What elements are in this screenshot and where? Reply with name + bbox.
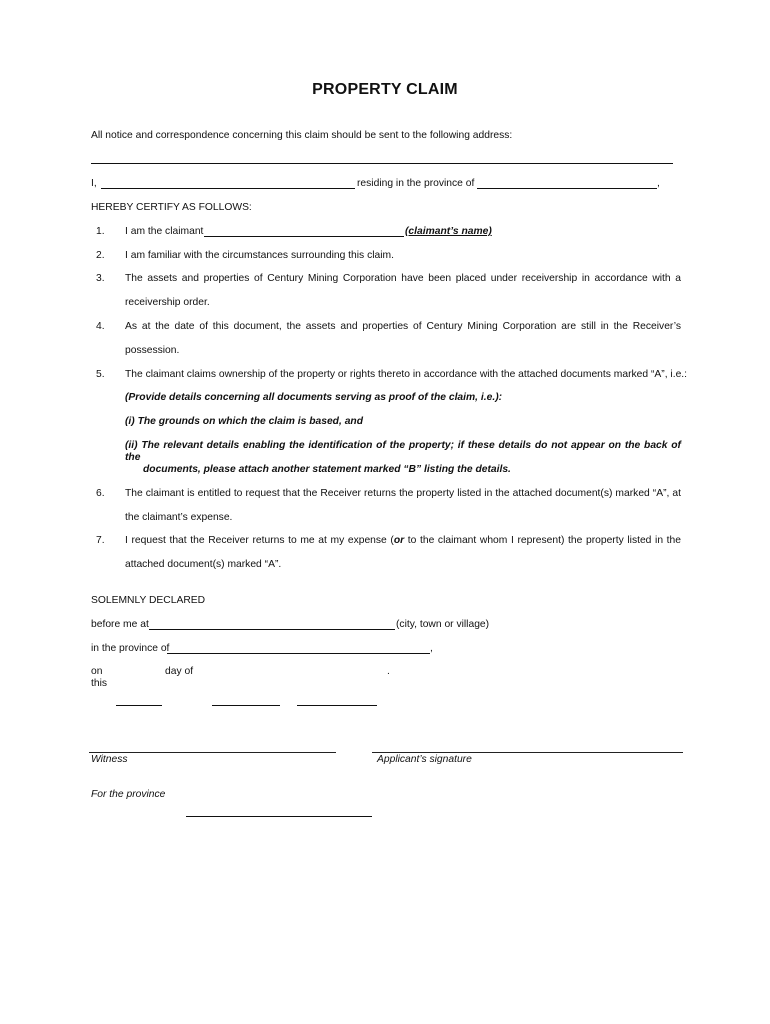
claimant-signature-line[interactable] [204, 236, 404, 237]
item-6-line2: the claimant’s expense. [125, 512, 233, 523]
item-number: 3. [96, 273, 105, 284]
this-label: this [91, 678, 108, 689]
claimant-name-tag: (claimant’s name) [405, 226, 492, 237]
province-of-label: in the province of [91, 643, 170, 654]
item-number: 7. [96, 535, 105, 546]
item-1-text: I am the claimant [125, 226, 204, 237]
claimant-name-line[interactable] [101, 188, 355, 189]
item-6-line1: The claimant is entitled to request that the Receiver returns the property listed in the attached document(s) marked “A”, at [125, 488, 681, 499]
for-province-line[interactable] [186, 816, 372, 817]
item-7-text-b: to the claimant whom I represent) the property listed in the [404, 535, 681, 546]
on-label: on [91, 666, 103, 677]
item-number: 6. [96, 488, 105, 499]
before-me-label: before me at [91, 619, 149, 630]
for-province-label: For the province [91, 789, 166, 800]
day-line[interactable] [116, 705, 162, 706]
certify-heading: HEREBY CERTIFY AS FOLLOWS: [91, 202, 252, 213]
item-2-text: I am familiar with the circumstances surrounding this claim. [125, 250, 394, 261]
applicant-signature-label: Applicant’s signature [377, 754, 472, 765]
item-number: 4. [96, 321, 105, 332]
page-title: PROPERTY CLAIM [312, 81, 458, 98]
item-7-text-a: I request that the Receiver returns to me at my expense ( [125, 535, 394, 546]
address-line[interactable] [91, 163, 673, 164]
item-7-or: or [393, 535, 405, 546]
period-mark: . [387, 666, 390, 677]
item-3-line1: The assets and properties of Century Mining Corporation have been placed under receivership in accordance with a [125, 273, 681, 284]
witness-signature-line[interactable] [89, 752, 336, 753]
month-line[interactable] [212, 705, 280, 706]
item-4-line2: possession. [125, 345, 180, 356]
notice-text: All notice and correspondence concerning this claim should be sent to the following address: [91, 130, 513, 141]
year-line[interactable] [297, 705, 377, 706]
province-end: , [430, 643, 433, 654]
item-7-line2: attached document(s) marked “A”. [125, 559, 282, 570]
item-5-line1: The claimant claims ownership of the property or rights thereto in accordance with the attached documents marked “A”, i.e.: [125, 369, 688, 380]
item-7-line1 [125, 535, 681, 547]
item-5-sub-i: (i) The grounds on which the claim is based, and [125, 416, 363, 427]
item-4-line1: As at the date of this document, the assets and properties of Century Mining Corporation are still in the Receiver’s [125, 321, 681, 332]
item-number: 1. [96, 226, 105, 237]
item-3-line2: receivership order. [125, 297, 210, 308]
province-line[interactable] [477, 188, 657, 189]
item-5-sub-ii-line2: documents, please attach another statement marked “B” listing the details. [143, 464, 511, 475]
item-5-provide-text: (Provide details concerning all documents serving as proof of the claim, i.e.): [125, 392, 503, 403]
item-number: 5. [96, 369, 105, 380]
comma-text: , [657, 178, 660, 189]
province-of-line[interactable] [167, 653, 430, 654]
solemnly-declared: SOLEMNLY DECLARED [91, 595, 206, 606]
claimant-intro-prefix: I, [91, 178, 97, 189]
witness-label: Witness [91, 754, 128, 765]
day-of-label: day of [165, 666, 194, 677]
city-label: (city, town or village) [396, 619, 490, 630]
residing-text: residing in the province of [357, 178, 475, 189]
applicant-signature-line[interactable] [372, 752, 683, 753]
item-5-sub-ii-line1: (ii) The relevant details enabling the identification of the property; if these details do not appear on the back of the [125, 440, 681, 463]
city-line[interactable] [149, 629, 395, 630]
item-number: 2. [96, 250, 105, 261]
